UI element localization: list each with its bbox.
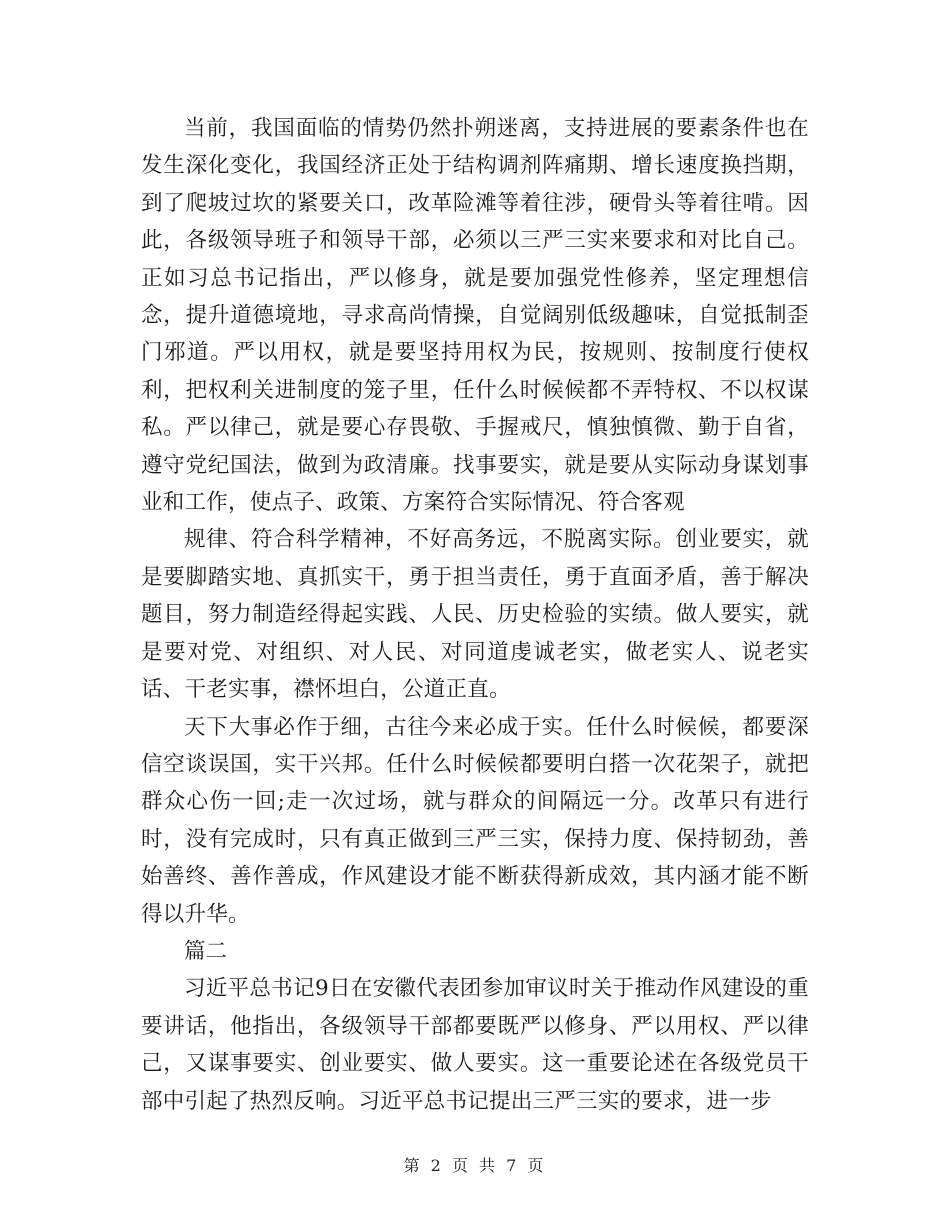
paragraph-2: 规律、符合科学精神，不好高务远，不脱离实际。创业要实，就是要脚踏实地、真抓实干，勇于担当责任，勇于直面矛盾，善于解决题目，努力制造经得起实践、人民、历史检验的实绩。做人要实，就是要对党、对组织、对人民、对同道虔诚老实，做老实人、说老实话、干老实事，襟怀坦白，公道正直。 xyxy=(141,527,809,703)
page-number-footer: 第 2 页 共 7 页 xyxy=(403,1156,547,1175)
paragraph-1: 当前，我国面临的情势仍然扑朔迷离，支持进展的要素条件也在发生深化变化，我国经济正处于结构调剂阵痛期、增长速度换挡期，到了爬坡过坎的紧要关口，改革险滩等着往涉，硬骨头等着往啃。因此，各级领导班子和领导干部，必须以三严三实来要求和对比自己。正如习总书记指出，严以修身，就是要加强党性修养，坚定理想信念，提升道德境地，寻求高尚情操，自觉阔别低级趣味，自觉抵制歪门邪道。严以用权，就是要坚持用权为民，按规则、按制度行使权利，把权利关进制度的笼子里，任什么时候候都不弄特权、不以权谋私。严以律己，就是要心存畏敬、手握戒尺，慎独慎微、勤于自省，遵守党纪国法，做到为政清廉。找事要实，就是要从实际动身谋划事业和工作，使点子、政策、方案符合实际情况、符合客观 xyxy=(141,116,809,516)
section-paragraph: 习近平总书记9日在安徽代表团参加审议时关于推动作风建设的重要讲话，他指出，各级领导干部都要既严以修身、严以用权、严以律己，又谋事要实、创业要实、做人要实。这一重要论述在各级党员干部中引起了热烈反响。习近平总书记提出三严三实的要求，进一步 xyxy=(141,976,809,1114)
document-body xyxy=(141,110,809,1120)
paragraph-3: 天下大事必作于细，古往今来必成于实。任什么时候候，都要深信空谈误国，实干兴邦。任什么时候候都要明白搭一次花架子，就把群众心伤一回;走一次过场，就与群众的间隔远一分。改革只有进行时，没有完成时，只有真正做到三严三实，保持力度、保持韧劲，善始善终、善作善成，作风建设才能不断获得新成效，其内涵才能不断得以升华。 xyxy=(141,714,809,927)
section-heading: 篇二 xyxy=(184,938,228,964)
